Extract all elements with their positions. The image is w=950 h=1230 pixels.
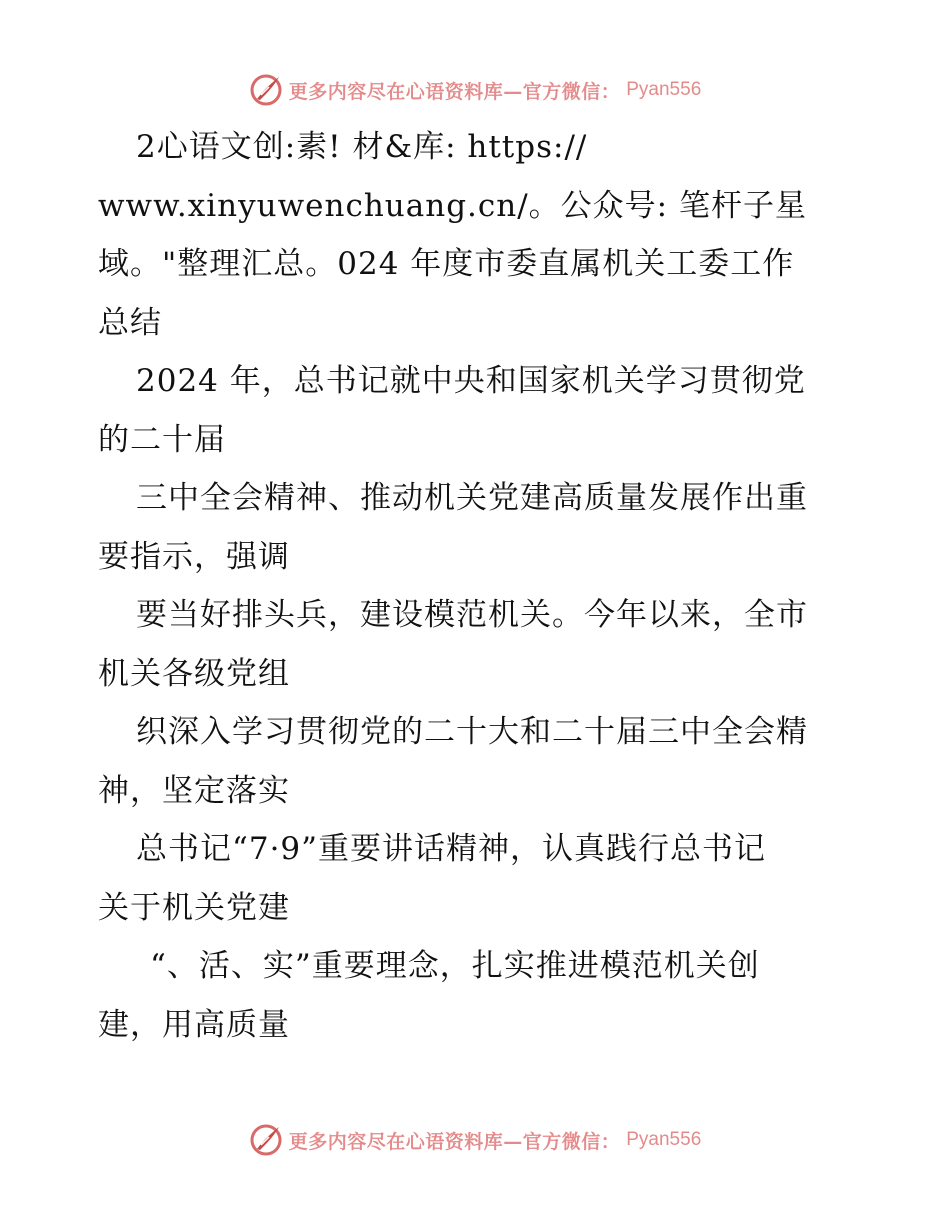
text-line: 三中全会精神、推动机关党建高质量发展作出重 <box>136 480 808 516</box>
quill-logo-icon <box>249 1123 283 1157</box>
text-line: 要指示，强调 <box>98 538 290 575</box>
text-line: 关于机关党建 <box>98 889 290 926</box>
text-line: 总结 <box>98 304 162 341</box>
banner-text: 更多内容尽在心语资料库—官方微信： <box>288 80 621 103</box>
text-line: 2心语文创:素! 材&库: https:// <box>136 129 588 165</box>
document-body <box>98 118 858 1054</box>
text-line: “、活、实”重要理念，扎实推进模范机关创 <box>150 948 760 984</box>
banner-text: 更多内容尽在心语资料库—官方微信： <box>288 1130 621 1153</box>
quill-logo-icon <box>249 73 283 107</box>
text-line: 总书记“7·9”重要讲话精神，认真践行总书记 <box>136 831 766 867</box>
banner-contact-id: Pyan556 <box>626 79 702 100</box>
banner-contact-id: Pyan556 <box>626 1129 702 1150</box>
footer-banner <box>0 1120 950 1160</box>
header-banner-inner <box>249 73 702 107</box>
header-banner <box>0 70 950 110</box>
text-line: 2024 年，总书记就中央和国家机关学习贯彻党 <box>136 363 806 399</box>
text-line: 域。"整理汇总。024 年度市委直属机关工委工作 <box>98 246 795 282</box>
text-line: 要当好排头兵，建设模范机关。今年以来，全市 <box>136 597 808 633</box>
text-line: 机关各级党组 <box>98 655 290 692</box>
text-line: www.xinyuwenchuang.cn/。公众号: 笔杆子星 <box>98 187 807 224</box>
text-line: 织深入学习贯彻党的二十大和二十届三中全会精 <box>136 714 808 750</box>
text-line: 的二十届 <box>98 421 226 458</box>
text-line: 建，用高质量 <box>98 1006 290 1043</box>
text-line: 神，坚定落实 <box>98 772 290 809</box>
footer-banner-inner <box>249 1123 702 1157</box>
